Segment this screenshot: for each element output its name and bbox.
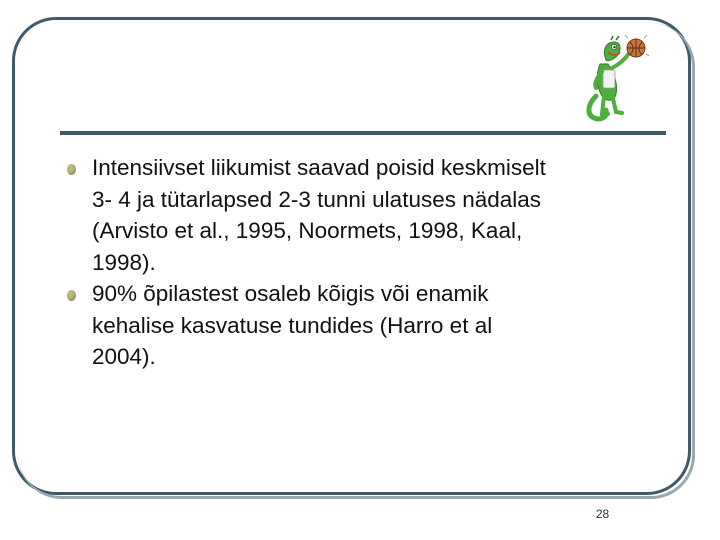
bullet-text-line: 3- 4 ja tütarlapsed 2-3 tunni ulatuses nädalas — [92, 186, 542, 212]
bullet-text-line: 1998). — [92, 249, 156, 275]
page-number: 28 — [595, 507, 610, 521]
bullet-icon — [67, 164, 76, 175]
bullet-text-line: 2004). — [92, 344, 156, 369]
bullet-text-line: kehalise kasvatuse tundides (Harro et al — [92, 312, 493, 338]
bullet-text-line: Intensiivset liikumist saavad poisid keskmiselt — [92, 155, 546, 180]
bullet-text-line: 90% õpilastest osaleb kõigis või enamik — [92, 281, 489, 306]
bullet-list — [60, 152, 660, 373]
bullet-item — [60, 152, 660, 278]
title-divider — [60, 131, 666, 135]
lizard-basketball-icon — [578, 34, 650, 124]
bullet-text-line: (Arvisto et al., 1995, Noormets, 1998, Kaal, — [92, 218, 523, 243]
bullet-item — [60, 278, 660, 373]
bullet-icon — [67, 290, 76, 301]
